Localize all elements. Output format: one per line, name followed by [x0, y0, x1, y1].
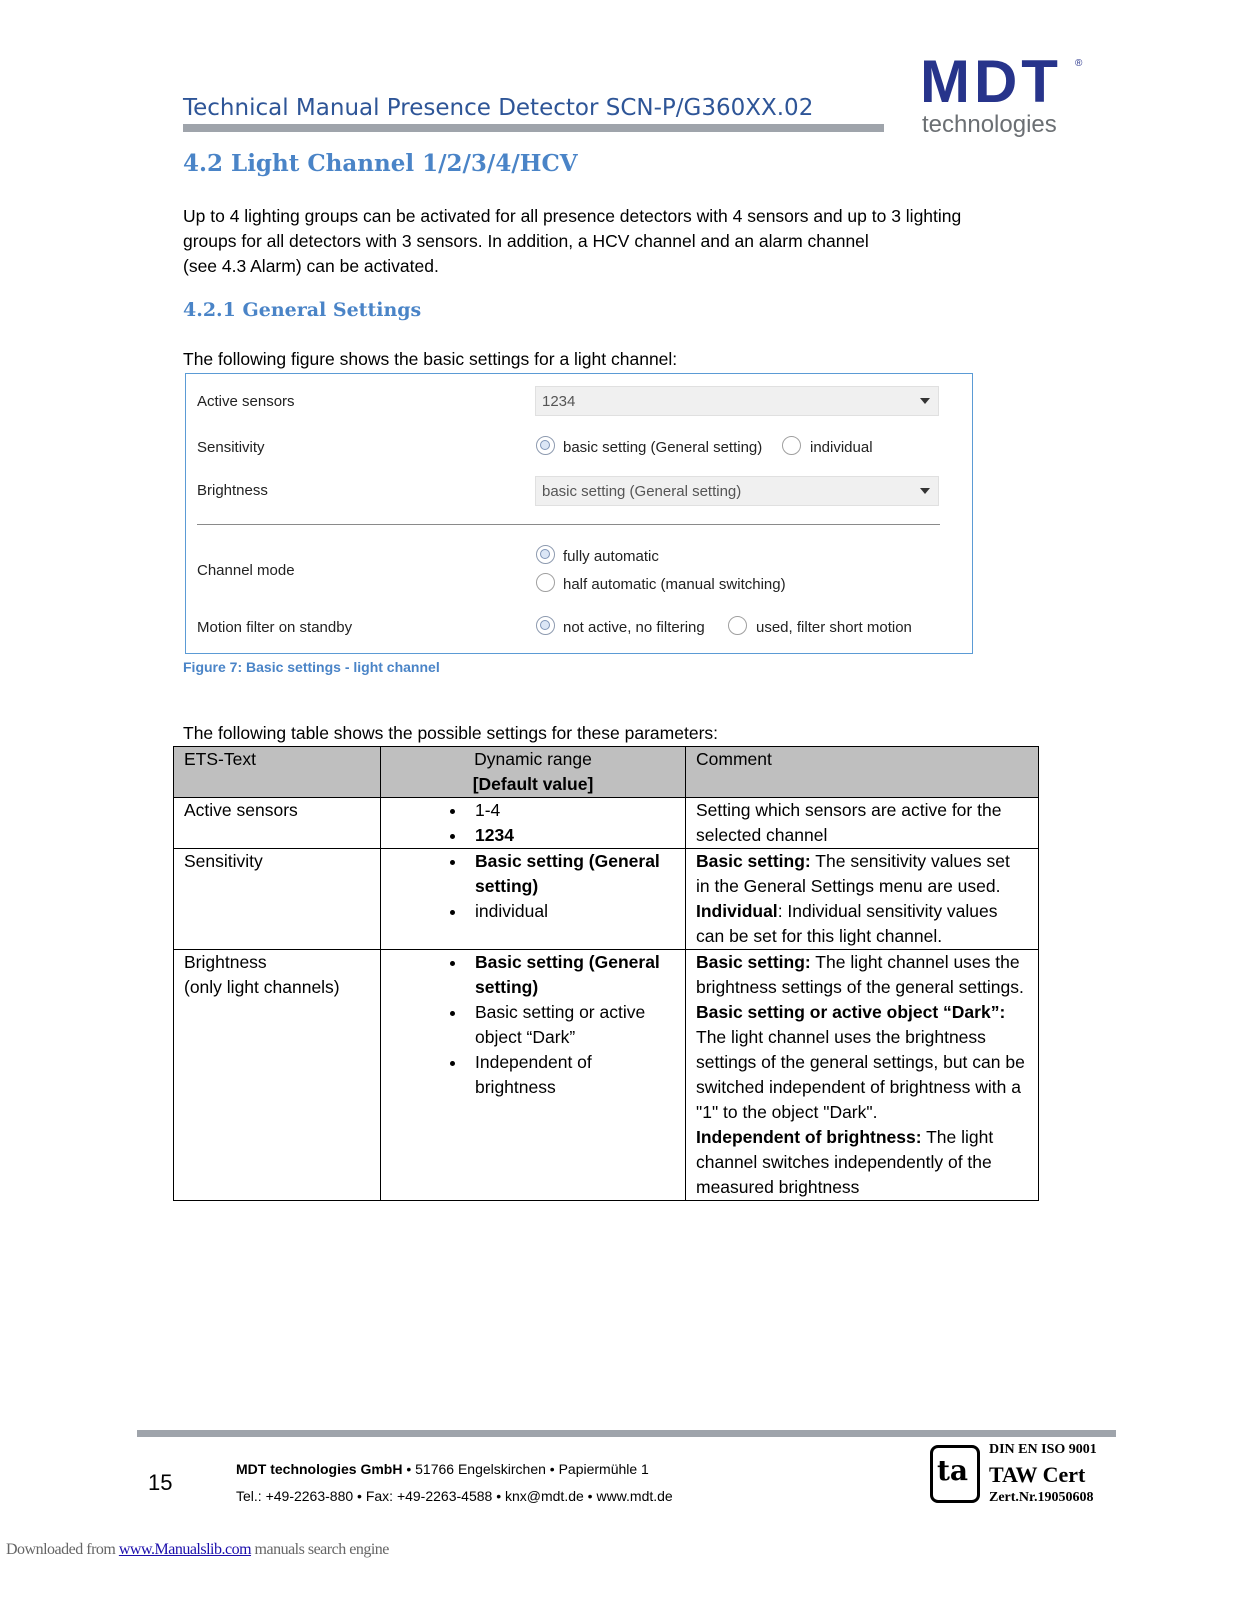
- intro-line: Up to 4 lighting groups can be activated for all presence detectors with 4 sensors and up to 3 lighting: [183, 206, 962, 226]
- header-comment: Comment: [686, 747, 1039, 798]
- active-sensors-label: Active sensors: [197, 393, 295, 410]
- section-heading: 4.2 Light Channel 1/2/3/4/HCV: [183, 150, 578, 177]
- table-intro: The following table shows the possible settings for these parameters:: [183, 723, 719, 743]
- table-row: [174, 849, 1039, 950]
- mdt-logo: MDT: [920, 48, 1062, 115]
- brightness-dropdown[interactable]: [535, 476, 939, 506]
- ets-text: Brightness: [184, 952, 267, 972]
- channel-mode-label: Channel mode: [197, 562, 295, 579]
- figure-divider: [197, 524, 940, 525]
- footer-contact: Tel.: +49-2263-880 • Fax: +49-2263-4588 • knx@mdt.de • www.mdt.de: [236, 1488, 673, 1504]
- chevron-down-icon: [920, 398, 930, 404]
- download-note: [6, 1541, 389, 1559]
- range-option-default: • 1234: [467, 823, 675, 848]
- comment-term: Basic setting:: [696, 952, 811, 972]
- cell-ets-text: Sensitivity: [174, 849, 381, 950]
- ets-text-note: (only light channels): [184, 977, 340, 997]
- comment-text: The sensitivity values set in the General Settings menu are used.: [696, 851, 1010, 896]
- dropdown-value: basic setting (General setting): [542, 483, 742, 500]
- comment-term: Independent of brightness:: [696, 1127, 922, 1147]
- table-row: [174, 950, 1039, 1201]
- manualslib-link[interactable]: www.Manualslib.com: [118, 1541, 252, 1558]
- cell-comment: Setting which sensors are active for the selected channel: [686, 798, 1039, 849]
- radio-label: half automatic (manual switching): [563, 576, 786, 593]
- address-text: • 51766 Engelskirchen • Papiermühle 1: [402, 1461, 649, 1477]
- company-name: MDT technologies GmbH: [236, 1461, 403, 1477]
- cert-name: TAW Cert: [989, 1462, 1086, 1487]
- cell-ets-text: Active sensors: [174, 798, 381, 849]
- parameter-table: [173, 746, 1039, 1201]
- sensitivity-label: Sensitivity: [197, 439, 265, 456]
- table-row: [174, 798, 1039, 849]
- motion-filter-radio-not-active[interactable]: [536, 616, 555, 635]
- radio-label: used, filter short motion: [756, 619, 912, 636]
- figure-caption: Figure 7: Basic settings - light channel: [183, 659, 440, 675]
- range-option: • Basic setting or active object “Dark”: [467, 1000, 675, 1050]
- range-option: • Independent of brightness: [467, 1050, 675, 1100]
- sensitivity-radio-basic[interactable]: [536, 436, 555, 455]
- header-dynamic-range: [381, 747, 686, 798]
- comment-text: The light channel uses the brightness settings of the general settings, but can be switched independent of brightness with a "1" to the object "Dark".: [696, 1027, 1025, 1122]
- dropdown-value: 1234: [542, 393, 576, 410]
- header-ets-text: ETS-Text: [174, 747, 381, 798]
- intro-paragraph: [183, 204, 1043, 279]
- comment-term: Individual: [696, 901, 778, 921]
- comment-text: The light channel switches independently of the measured brightness: [696, 1127, 994, 1197]
- chevron-down-icon: [920, 488, 930, 494]
- cell-comment: [686, 950, 1039, 1201]
- title-rule: [183, 124, 884, 132]
- page-number: 15: [148, 1470, 173, 1495]
- motion-filter-label: Motion filter on standby: [197, 619, 353, 636]
- range-option-default: • Basic setting (General setting): [467, 950, 675, 1000]
- logo-subtitle: technologies: [922, 111, 1057, 138]
- footer-rule: [137, 1430, 1116, 1437]
- active-sensors-dropdown[interactable]: [535, 386, 939, 416]
- radio-label: not active, no filtering: [563, 619, 705, 636]
- brightness-label: Brightness: [197, 482, 268, 499]
- download-suffix: manuals search engine: [251, 1541, 389, 1558]
- footer-address: [236, 1461, 649, 1477]
- intro-line: (see 4.3 Alarm) can be activated.: [183, 256, 439, 276]
- cert-standard: DIN EN ISO 9001: [989, 1442, 1097, 1457]
- cert-logo-mark: ta: [937, 1454, 969, 1487]
- settings-figure: [185, 373, 973, 654]
- figure-intro: The following figure shows the basic settings for a light channel:: [183, 349, 678, 369]
- download-prefix: Downloaded from: [6, 1541, 119, 1558]
- comment-text: The light channel uses the brightness settings of the general settings.: [696, 952, 1024, 997]
- header-line: Dynamic range: [474, 749, 592, 769]
- radio-label: basic setting (General setting): [563, 439, 763, 456]
- subsection-heading: 4.2.1 General Settings: [183, 299, 422, 321]
- intro-line: groups for all detectors with 3 sensors. In addition, a HCV channel and an alarm channel: [183, 231, 869, 251]
- cell-range: [381, 849, 686, 950]
- taw-cert-logo: [930, 1445, 980, 1503]
- radio-label: fully automatic: [563, 548, 659, 565]
- sensitivity-radio-individual[interactable]: [782, 436, 801, 455]
- channel-mode-radio-half[interactable]: [536, 573, 555, 592]
- range-option: • individual: [467, 899, 675, 924]
- comment-text: : Individual sensitivity values can be set for this light channel.: [696, 901, 998, 946]
- comment-term: Basic setting or active object “Dark”:: [696, 1002, 1006, 1022]
- header-default: [Default value]: [472, 774, 594, 794]
- comment-term: Basic setting:: [696, 851, 811, 871]
- cell-comment: [686, 849, 1039, 950]
- motion-filter-radio-used[interactable]: [728, 616, 747, 635]
- table-header-row: [174, 747, 1039, 798]
- range-option: • 1-4: [467, 798, 675, 823]
- range-option-default: • Basic setting (General setting): [467, 849, 675, 899]
- radio-label: individual: [810, 439, 873, 456]
- cell-range: [381, 950, 686, 1201]
- cell-range: [381, 798, 686, 849]
- document-title: Technical Manual Presence Detector SCN-P/G360XX.02: [183, 95, 814, 121]
- cell-ets-text: [174, 950, 381, 1201]
- channel-mode-radio-fully[interactable]: [536, 545, 555, 564]
- cert-number: Zert.Nr.19050608: [989, 1490, 1094, 1505]
- registered-mark: ®: [1075, 58, 1083, 69]
